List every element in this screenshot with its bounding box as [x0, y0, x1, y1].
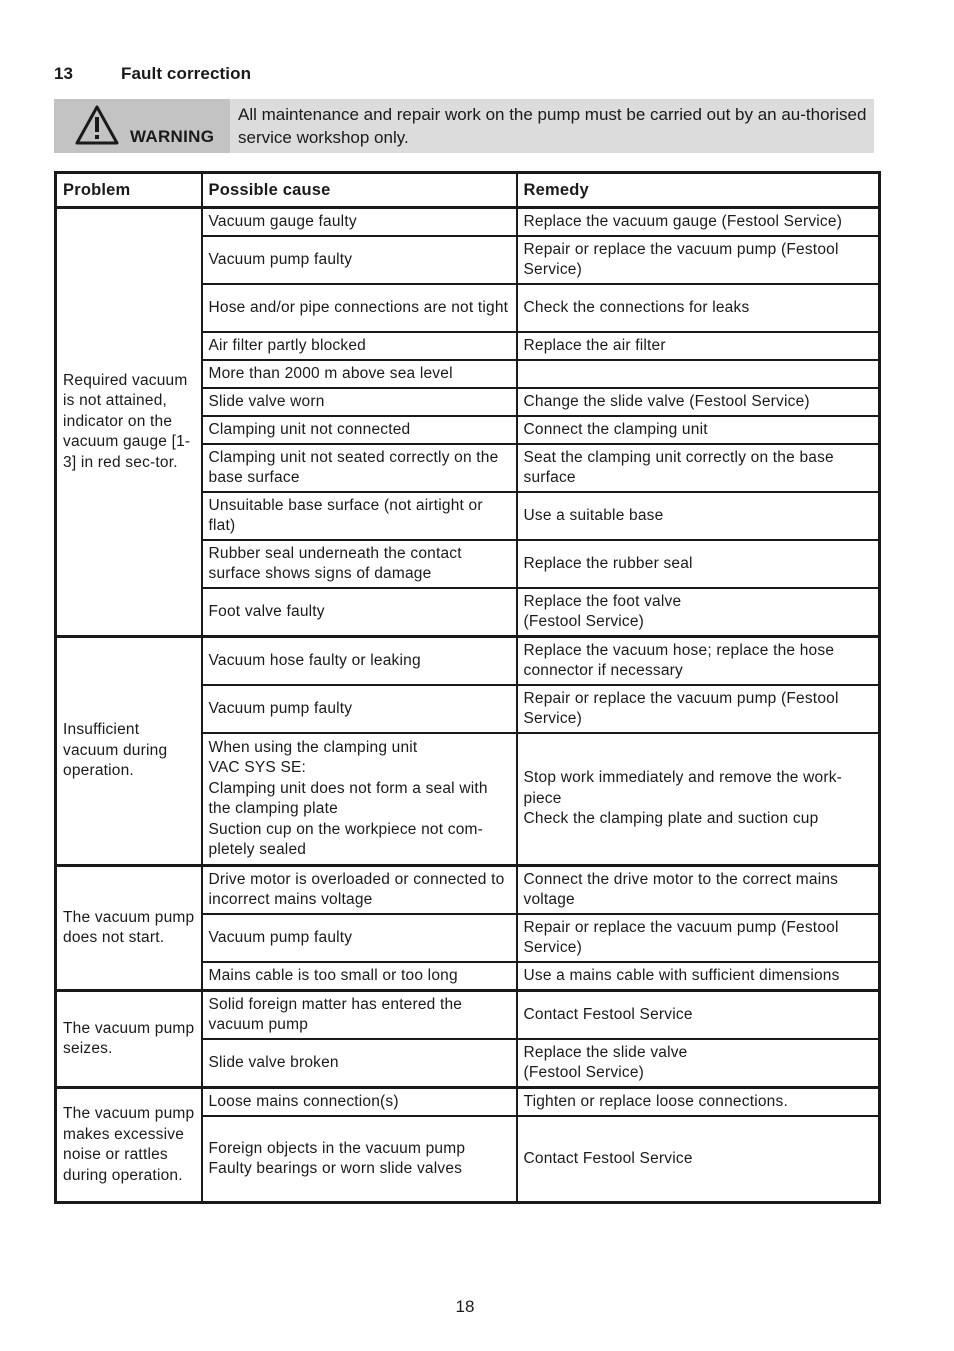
table-row: [56, 1088, 880, 1117]
cause-cell: When using the clamping unit VAC SYS SE: Clamping unit does not form a seal with the clamping plate Suction cup on the workpiece not com-pletely sealed: [202, 733, 517, 866]
remedy-cell: Connect the drive motor to the correct mains voltage: [517, 866, 880, 915]
cause-cell: Unsuitable base surface (not airtight or flat): [202, 492, 517, 540]
section-number: 13: [54, 64, 74, 83]
section-title: Fault correction: [121, 64, 252, 83]
remedy-cell: Stop work immediately and remove the work-piece Check the clamping plate and suction cup: [517, 733, 880, 866]
warning-label: WARNING: [130, 127, 215, 146]
warning-text: All maintenance and repair work on the pump must be carried out by an au-thorised service workshop only.: [238, 105, 867, 147]
cause-cell: Foreign objects in the vacuum pump Faulty bearings or worn slide valves: [202, 1116, 517, 1203]
remedy-cell: Tighten or replace loose connections.: [517, 1088, 880, 1117]
cause-cell: Slide valve worn: [202, 388, 517, 416]
cause-cell: Vacuum pump faulty: [202, 685, 517, 733]
cause-cell: Vacuum pump faulty: [202, 914, 517, 962]
problem-cell: The vacuum pump makes excessive noise or rattles during operation.: [56, 1088, 202, 1203]
cause-cell: Clamping unit not connected: [202, 416, 517, 444]
remedy-cell: Contact Festool Service: [517, 1116, 880, 1203]
remedy-cell: [517, 360, 880, 388]
cause-cell: Rubber seal underneath the contact surface shows signs of damage: [202, 540, 517, 588]
cause-cell: Loose mains connection(s): [202, 1088, 517, 1117]
cause-cell: Slide valve broken: [202, 1039, 517, 1088]
fault-table: [54, 171, 881, 1204]
warning-box: [54, 99, 874, 153]
table-body: [56, 208, 880, 1203]
table-row: [56, 991, 880, 1040]
problem-cell: Required vacuum is not attained, indicator on the vacuum gauge [1-3] in red sec-tor.: [56, 208, 202, 637]
warning-label-box: [54, 99, 230, 153]
problem-cell: The vacuum pump seizes.: [56, 991, 202, 1088]
cause-cell: Clamping unit not seated correctly on the base surface: [202, 444, 517, 492]
remedy-cell: Repair or replace the vacuum pump (Festool Service): [517, 236, 880, 284]
table-row: [56, 637, 880, 686]
remedy-cell: Replace the rubber seal: [517, 540, 880, 588]
remedy-cell: Replace the vacuum hose; replace the hose connector if necessary: [517, 637, 880, 686]
cause-cell: Drive motor is overloaded or connected to incorrect mains voltage: [202, 866, 517, 915]
header-remedy: Remedy: [517, 173, 880, 208]
table-row: [56, 866, 880, 915]
cause-cell: Foot valve faulty: [202, 588, 517, 637]
header-cause: Possible cause: [202, 173, 517, 208]
cause-cell: Mains cable is too small or too long: [202, 962, 517, 991]
cause-cell: Vacuum gauge faulty: [202, 208, 517, 237]
table-row: [56, 208, 880, 237]
header-problem: Problem: [56, 173, 202, 208]
remedy-cell: Use a suitable base: [517, 492, 880, 540]
remedy-cell: Repair or replace the vacuum pump (Festool Service): [517, 685, 880, 733]
remedy-cell: Change the slide valve (Festool Service): [517, 388, 880, 416]
table-header-row: [56, 173, 880, 208]
section-heading: [54, 64, 251, 84]
remedy-cell: Contact Festool Service: [517, 991, 880, 1040]
remedy-cell: Replace the slide valve (Festool Service): [517, 1039, 880, 1088]
cause-cell: Vacuum hose faulty or leaking: [202, 637, 517, 686]
warning-triangle-icon: [74, 104, 120, 146]
remedy-cell: Replace the air filter: [517, 332, 880, 360]
cause-cell: More than 2000 m above sea level: [202, 360, 517, 388]
remedy-cell: Replace the foot valve (Festool Service): [517, 588, 880, 637]
cause-cell: Vacuum pump faulty: [202, 236, 517, 284]
remedy-cell: Use a mains cable with sufficient dimensions: [517, 962, 880, 991]
cause-cell: Air filter partly blocked: [202, 332, 517, 360]
remedy-cell: Check the connections for leaks: [517, 284, 880, 332]
page-number: 18: [455, 1297, 475, 1316]
remedy-cell: Seat the clamping unit correctly on the base surface: [517, 444, 880, 492]
cause-cell: Solid foreign matter has entered the vacuum pump: [202, 991, 517, 1040]
remedy-cell: Connect the clamping unit: [517, 416, 880, 444]
remedy-cell: Replace the vacuum gauge (Festool Service): [517, 208, 880, 237]
remedy-cell: Repair or replace the vacuum pump (Festool Service): [517, 914, 880, 962]
cause-cell: Hose and/or pipe connections are not tight: [202, 284, 517, 332]
problem-cell: Insufficient vacuum during operation.: [56, 637, 202, 866]
problem-cell: The vacuum pump does not start.: [56, 866, 202, 991]
